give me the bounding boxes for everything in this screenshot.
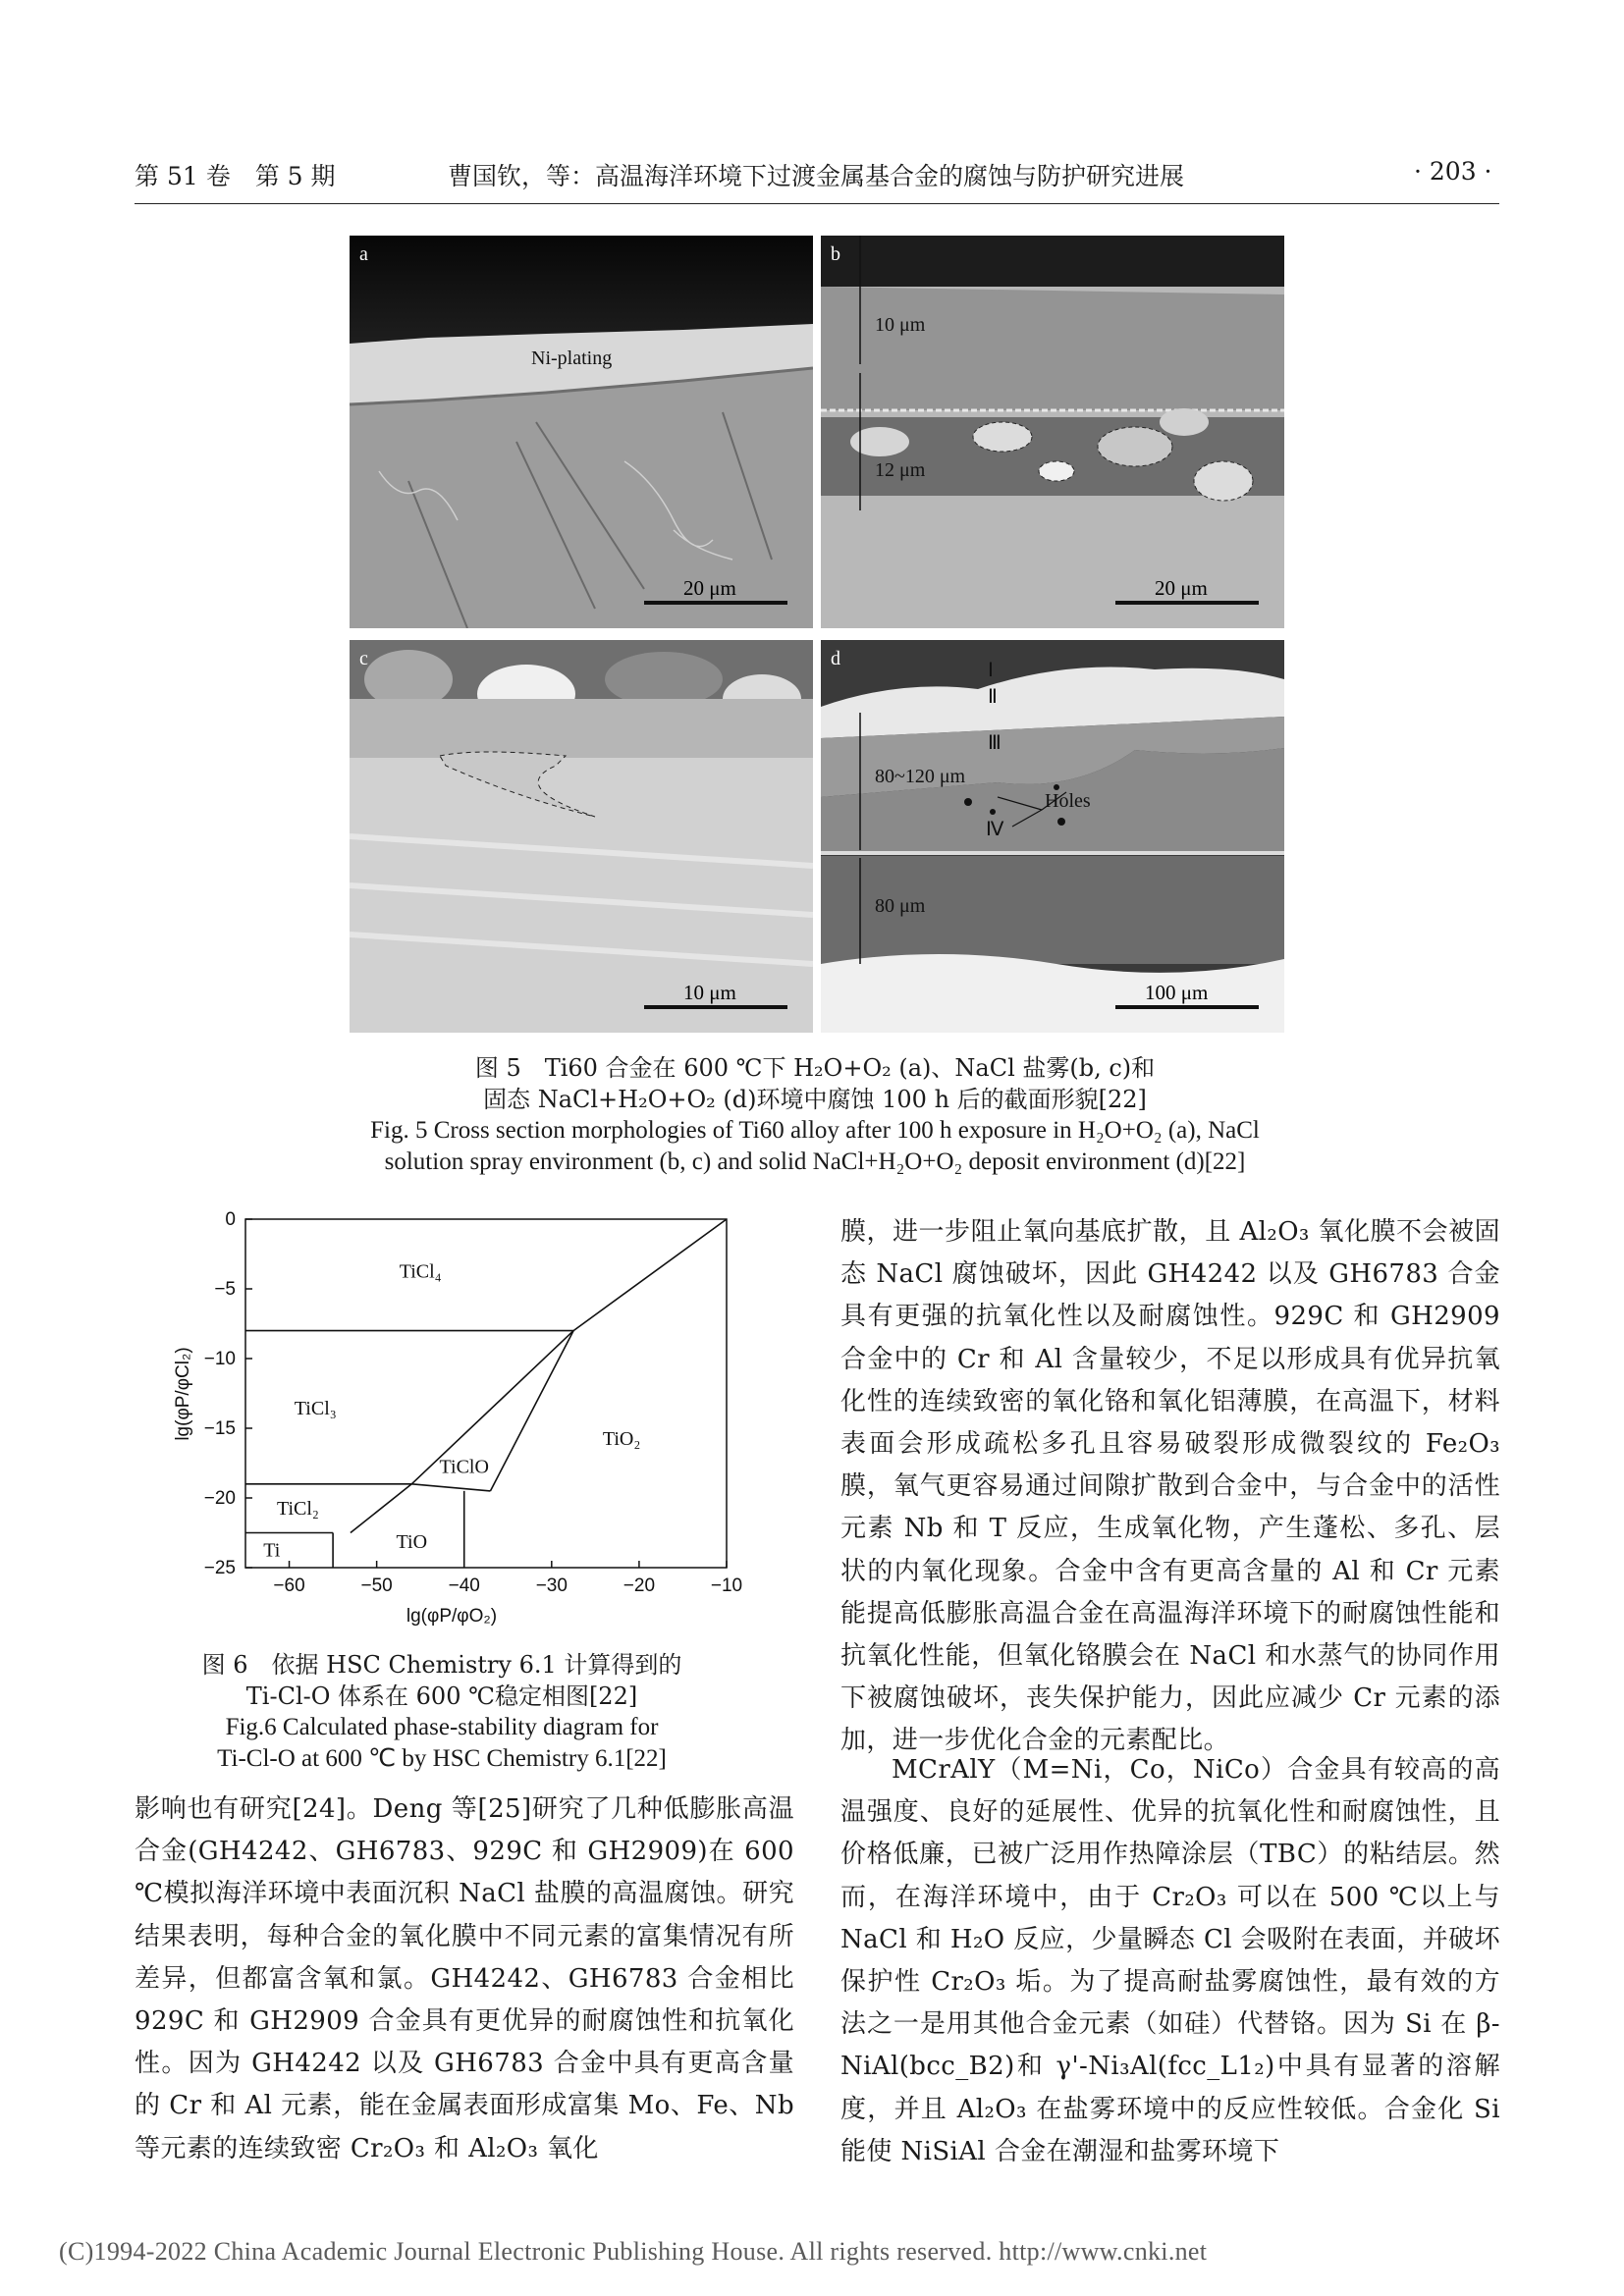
micrograph-b-image (821, 236, 1284, 628)
figure6-caption-en-line2: Ti-Cl-O at 600 ℃ by HSC Chemistry 6.1[22] (217, 1745, 667, 1772)
figure5-caption-en-line1: Fig. 5 Cross section morphologies of Ti60 alloy after 100 h exposure in H₂O+O₂ (a), NaCl (370, 1117, 1260, 1144)
panel-c-scale-bar (644, 1005, 787, 1009)
phase-label: TiCl₂ (276, 1498, 319, 1521)
x-tick-label: −30 (535, 1575, 568, 1596)
panel-d-upper-thickness: 80~120 μm (875, 766, 966, 787)
figure5-panel-b (821, 236, 1284, 628)
layer-iii-label: Ⅲ (988, 732, 1001, 754)
panel-c-label: c (359, 648, 368, 669)
x-tick-label: −40 (448, 1575, 480, 1596)
panel-a-label: a (359, 243, 368, 265)
figure5-panel-c (350, 640, 813, 1033)
panel-d-scale-bar (1115, 1005, 1259, 1009)
running-title: 曹国钦，等：高温海洋环境下过渡金属基合金的腐蚀与防护研究进展 (448, 162, 1185, 190)
x-tick-label: −20 (623, 1575, 656, 1596)
phase-boundary (490, 1331, 573, 1491)
left-column-paragraph: 影响也有研究[24]。Deng 等[25]研究了几种低膨胀高温合金(GH4242、GH6783、929C 和 GH2909)在 600 ℃模拟海洋环境中表面沉积 NaCl 盐膜的高温腐蚀。研究结果表明，每种合金的氧化膜中不同元素的富集情况有所差异，但都富含氧和氯。GH4242、GH6783 合金相比 929C 和 GH2909 合金具有更优异的耐腐蚀性和抗氧化性。因为 GH4242 以及 GH6783 合金中具有更高含量的 Cr 和 Al 元素，能在金属表面形成富集 Mo、Fe、Nb 等元素的连续致密 Cr₂O₃ 和 Al₂O₃ 氧化 (135, 1794, 794, 2163)
layer-i-label: Ⅰ (988, 660, 994, 681)
figure5-caption-cn-line2: 固态 NaCl+H₂O+O₂ (d)环境中腐蚀 100 h 后的截面形貌[22] (483, 1086, 1147, 1113)
page-number: · 203 · (1414, 157, 1492, 186)
ni-plating-annotation: Ni-plating (531, 347, 613, 369)
phase-label: Ti (263, 1539, 281, 1562)
panel-a-scale-bar (644, 601, 787, 605)
x-tick-label: −60 (273, 1575, 305, 1596)
phase-label: TiCl₃ (294, 1397, 337, 1419)
micrograph-d-image (821, 640, 1284, 1033)
y-tick-label: −25 (203, 1558, 236, 1578)
x-tick-label: −50 (360, 1575, 393, 1596)
holes-annotation: Holes (1045, 790, 1091, 812)
x-tick-label: −10 (710, 1575, 743, 1596)
layer-iv-label: Ⅳ (986, 819, 1004, 840)
y-axis-label: lg(φP/φCl₂) (173, 1347, 193, 1441)
figure5-caption-en-line2: solution spray environment (b, c) and solid NaCl+H₂O+O₂ deposit environment (d)[22] (384, 1148, 1246, 1175)
panel-c-scale-label: 10 μm (683, 981, 736, 1004)
phase-labels (263, 1261, 640, 1562)
y-tick-label: −15 (203, 1418, 236, 1439)
right-column-paragraph-1: 膜，进一步阻止氧向基底扩散，且 Al₂O₃ 氧化膜不会被固态 NaCl 腐蚀破坏，因此 GH4242 以及 GH6783 合金具有更强的抗氧化性以及耐腐蚀性。929C 和 GH2909 合金中的 Cr 和 Al 含量较少，不足以形成具有优异抗氧化性的连续致密的氧化铬和氧化铝薄膜，在高温下，材料表面会形成疏松多孔且容易破裂形成微裂纹的 Fe₂O₃ 膜，氧气更容易通过间隙扩散到合金中，与合金中的活性元素 Nb 和 T 反应，生成氧化物，产生蓬松、多孔、层状的内氧化现象。合金中含有更高含量的 Al 和 Cr 元素能提高低膨胀高温合金在高温海洋环境下的耐腐蚀性能和抗氧化性能，但氧化铬膜会在 NaCl 和水蒸气的协同作用下被腐蚀破坏，丧失保护能力，因此应减少 Cr 元素的添加，进一步优化合金的元素配比。 (840, 1217, 1500, 1756)
layer-ii-label: Ⅱ (988, 686, 998, 708)
y-tick-label: −10 (203, 1349, 236, 1369)
figure6-caption-en-line1: Fig.6 Calculated phase-stability diagram for (225, 1714, 659, 1740)
micrograph-a-image (350, 236, 813, 628)
phase-label: TiClO (439, 1456, 489, 1478)
panel-b-lower-thickness: 12 μm (875, 459, 926, 481)
micrograph-c-image (350, 640, 813, 1033)
figure6-phase-diagram (157, 1207, 746, 1629)
phase-boundary (573, 1219, 727, 1331)
journal-volume-issue: 第 51 卷 第 5 期 (135, 162, 336, 190)
figure6-caption-cn-line1: 图 6 依据 HSC Chemistry 6.1 计算得到的 (201, 1651, 682, 1679)
panel-b-label: b (831, 243, 840, 265)
panel-a-scale-label: 20 μm (683, 576, 736, 600)
right-column-paragraph-2: MCrAlY（M=Ni，Co，NiCo）合金具有较高的高温强度、良好的延展性、优异的抗氧化性和耐腐蚀性，且价格低廉，已被广泛用作热障涂层（TBC）的粘结层。然而，在海洋环境中，由于 Cr₂O₃ 可以在 500 ℃以上与 NaCl 和 H₂O 反应，少量瞬态 Cl 会吸附在表面，并破坏保护性 Cr₂O₃ 垢。为了提高耐盐雾腐蚀性，最有效的方法之一是用其他合金元素（如硅）代替铬。因为 Si 在 β-NiAl(bcc_B2)和 γ'-Ni₃Al(fcc_L1₂)中具有显著的溶解度，并且 Al₂O₃ 在盐雾环境中的反应性较低。合金化 Si 能使 NiSiAl 合金在潮湿和盐雾环境下 (840, 1755, 1500, 2166)
panel-b-scale-label: 20 μm (1155, 576, 1208, 600)
phase-boundary (351, 1484, 411, 1533)
y-tick-label: −5 (214, 1279, 236, 1300)
figure5 (350, 236, 1276, 1033)
copyright-footer: (C)1994-2022 China Academic Journal Electronic Publishing House. All rights reserved. http://www.cnki.net (59, 2237, 1208, 2266)
panel-d-label: d (831, 648, 840, 669)
figure6-caption-cn-line2: Ti-Cl-O 体系在 600 ℃稳定相图[22] (245, 1682, 638, 1710)
phase-boundary (411, 1484, 490, 1491)
x-axis-label: lg(φP/φO₂) (406, 1606, 498, 1627)
y-tick-label: −20 (203, 1488, 236, 1509)
phase-label: TiO (396, 1531, 428, 1554)
header-rule (135, 203, 1499, 204)
figure5-panel-d (821, 640, 1284, 1033)
panel-b-scale-bar (1115, 601, 1259, 605)
panel-d-lower-thickness: 80 μm (875, 895, 926, 917)
panel-d-scale-label: 100 μm (1145, 981, 1209, 1004)
figure5-panel-a (350, 236, 813, 628)
phase-boundary (411, 1331, 573, 1484)
phase-label: TiO₂ (602, 1428, 641, 1451)
panel-b-upper-thickness: 10 μm (875, 314, 926, 336)
y-tick-label: 0 (225, 1209, 236, 1230)
phase-label: TiCl₄ (399, 1260, 442, 1283)
figure5-caption-cn-line1: 图 5 Ti60 合金在 600 ℃下 H₂O+O₂ (a)、NaCl 盐雾(b, c)和 (474, 1054, 1156, 1082)
